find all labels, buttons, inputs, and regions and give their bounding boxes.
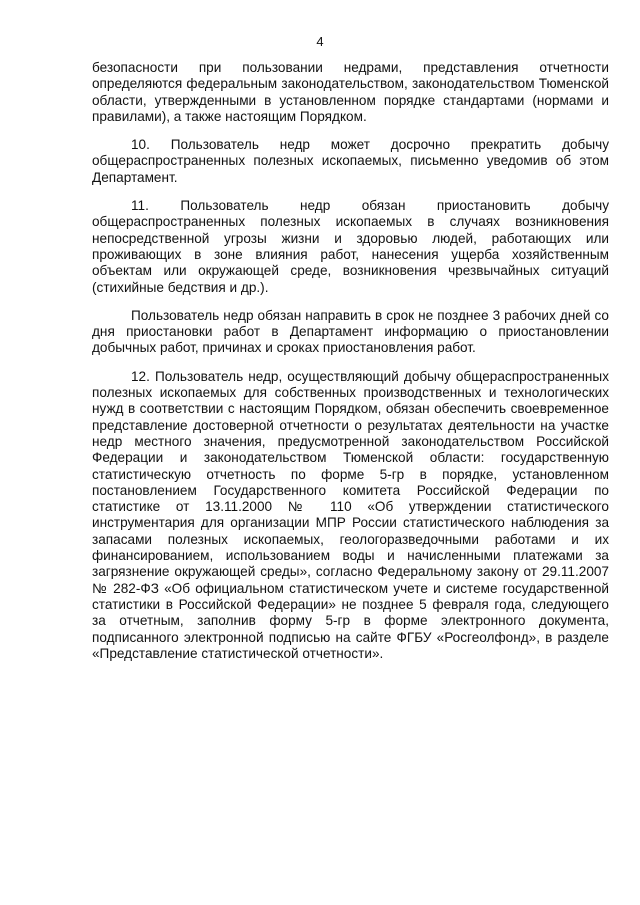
paragraph-item-11: 11. Пользователь недр обязан приостановить добычу общераспространенных полезных ископаемых в случаях возникновения непосредственной угрозы жизни и здоровью людей, работающих или проживающих в зоне влияния работ, нанесения ущерба хозяйственным объектам или окружающей среде, возникновения чрезвычайных ситуаций (стихийные бедствия и др.). [92, 198, 609, 295]
page-number: 4 [316, 34, 324, 49]
paragraph-item-11-notice: Пользователь недр обязан направить в срок не позднее 3 рабочих дней со дня приостановки работ в Департамент информацию о приостановлении добычных работ, причинах и сроках приостановления работ. [92, 307, 609, 356]
paragraph-item-10: 10. Пользователь недр может досрочно прекратить добычу общераспространенных полезных ископаемых, письменно уведомив об этом Департамент. [92, 137, 609, 185]
paragraph-continuation: безопасности при пользовании недрами, представления отчетности определяются федеральным законодательством, законодательством Тюменской области, утвержденными в установленном порядке стандартами (нормами и правилами), а также настоящим Порядком. [92, 60, 609, 124]
paragraph-item-12: 12. Пользователь недр, осуществляющий добычу общераспространенных полезных ископаемых для собственных производственных и технологических нужд в соответствии с настоящим Порядком, обязан обеспечить своевременное представление достоверной отчетности о результатах деятельности на участке недр местного значения, предусмотренной законодательством Российской Федерации и законодательством Тюменской области: государственную статистическую отчетность по форме 5-гр в порядке, установленном постановлением Государственного комитета Российской Федерации по статистике от 13.11.2000 № 110 «Об утверждении статистического инструментария для организации МПР России статистического наблюдения за запасами полезных ископаемых, геологоразведочными работами и их финансированием, использованием воды и начисленными платежами за загрязнение окружающей среды», согласно Федеральному закону от 29.11.2007 № 282-ФЗ «Об официальном статистическом учете и системе государственной статистики в Российской Федерации» не позднее 5 февраля года, следующего за отчетным, заполнив форму 5-гр в форме электронного документа, подписанного электронной подписью на сайте ФГБУ «Росгеолфонд», в разделе «Представление статистической отчетности». [92, 368, 609, 661]
document-body [92, 60, 609, 674]
